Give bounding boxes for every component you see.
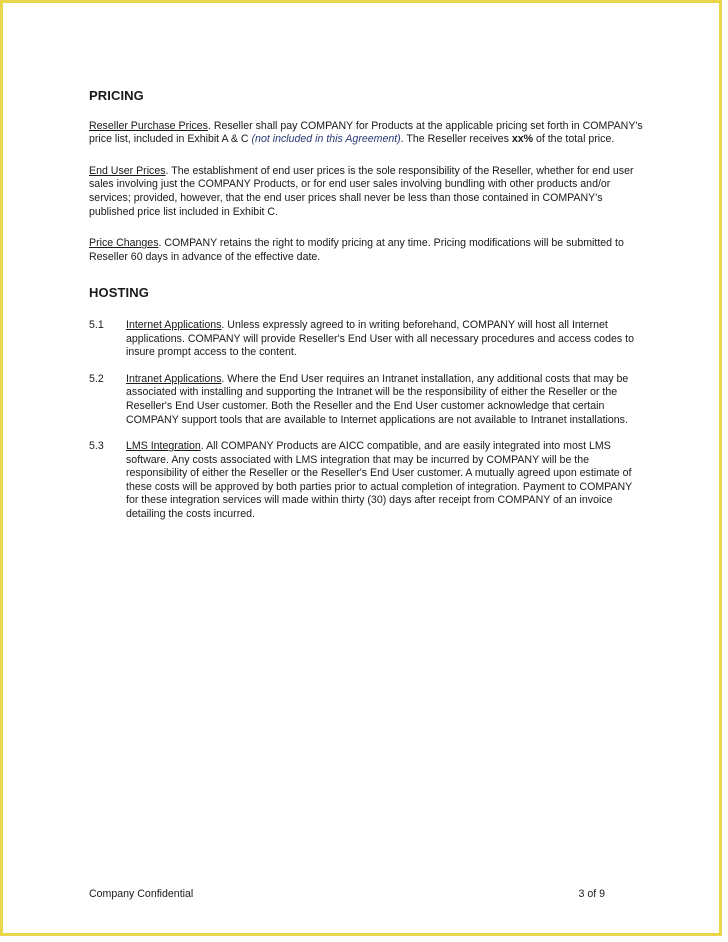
hosting-heading: HOSTING bbox=[89, 285, 149, 301]
percent-placeholder: xx% bbox=[511, 133, 534, 146]
page-footer bbox=[89, 888, 605, 900]
section-number: 5.2 bbox=[89, 372, 104, 385]
end-user-prices-term: End User Prices bbox=[89, 164, 166, 177]
reseller-text-3: of the total price. bbox=[533, 133, 615, 146]
footer-confidential: Company Confidential bbox=[89, 888, 194, 900]
section-number: 5.3 bbox=[89, 440, 104, 453]
section-term: LMS Integration bbox=[126, 440, 201, 453]
pricing-heading: PRICING bbox=[89, 88, 144, 103]
end-user-prices-paragraph bbox=[89, 165, 645, 219]
reseller-text-1: . Reseller shall pay COMPANY for Products at the applicable pricing set forth in COMPANY's price list, included in Exhibit A & C bbox=[89, 119, 643, 146]
end-user-prices-text: . The establishment of end user prices is the sole responsibility of the Reseller, whether for end user sales involving just the COMPANY Products, or for end user sales involving bundling with other products and/or services; provided, however, that the end user prices shall never be less than those contained in COMPANY's published price list included in Exhibit C. bbox=[89, 164, 634, 218]
section-body: . All COMPANY Products are AICC compatible, and are easily integrated into most LMS software. Any costs associated with LMS integration that may be incurred by COMPANY will be the responsibility of either the Reseller or the Reseller's End User customer. A mutually agreed upon estimate of these costs will be approved by both parties prior to actual completion of integration. Payment to COMPANY for these integration services will made within thirty (30) days after receipt from COMPANY of an invoice detailing the costs incurred. bbox=[126, 440, 633, 521]
hosting-item-5-1 bbox=[89, 319, 645, 360]
page-content bbox=[89, 89, 645, 535]
reseller-purchase-prices-paragraph bbox=[89, 120, 645, 147]
price-changes-term: Price Changes bbox=[89, 237, 159, 250]
page-number: 3 of 9 bbox=[578, 888, 605, 900]
hosting-item-5-2 bbox=[89, 373, 645, 427]
price-changes-paragraph bbox=[89, 237, 645, 264]
section-body: . Unless expressly agreed to in writing beforehand, COMPANY will host all Internet applications. COMPANY will provide Reseller's End User with all necessary procedures and access codes to insure prompt access to the content. bbox=[126, 318, 635, 359]
not-included-note: (not included in this Agreement) bbox=[251, 133, 401, 146]
section-number: 5.1 bbox=[89, 318, 104, 331]
hosting-item-5-3 bbox=[89, 440, 645, 522]
section-text bbox=[126, 319, 645, 360]
section-text bbox=[126, 373, 645, 427]
section-text bbox=[126, 440, 645, 522]
section-term: Intranet Applications bbox=[126, 372, 222, 385]
reseller-purchase-prices-term: Reseller Purchase Prices bbox=[89, 119, 208, 132]
reseller-text-2: . The Reseller receives bbox=[400, 133, 512, 146]
price-changes-text: . COMPANY retains the right to modify pricing at any time. Pricing modifications will be submitted to Reseller 60 days in advance of the effective date. bbox=[89, 237, 624, 263]
section-term: Internet Applications bbox=[126, 318, 222, 331]
section-body: . Where the End User requires an Intranet installation, any additional costs that may be associated with installing and supporting the Intranet will be the responsibility of either the Reseller or the Reseller's End User customer. Both the Reseller and the End User customer acknowledge that certain COMPANY support tools that are available to Internet applications are not available to Intranet installations. bbox=[126, 372, 629, 426]
